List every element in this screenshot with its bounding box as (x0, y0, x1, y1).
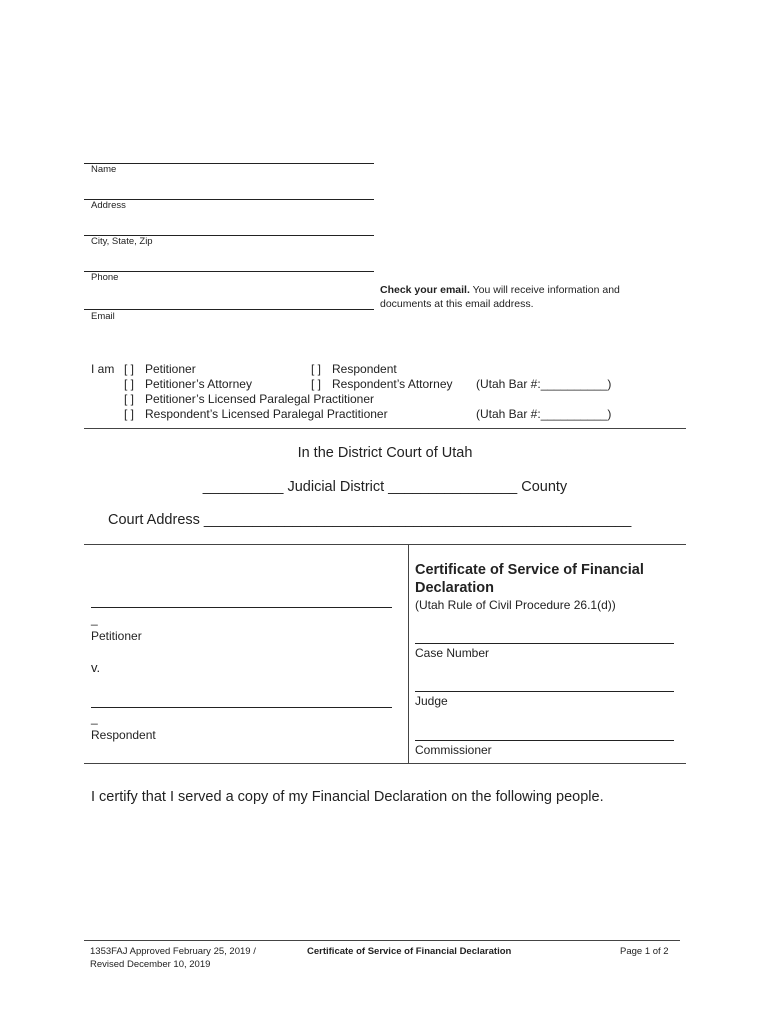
footer-rule (84, 940, 680, 941)
case-number-label: Case Number (415, 646, 490, 660)
checkbox-respondent[interactable]: [ ] (311, 362, 322, 376)
court-address-line[interactable]: Court Address _____________________________________________________ (108, 512, 632, 528)
court-title: In the District Court of Utah (297, 445, 473, 461)
option-respondent-attorney: Respondent’s Attorney (332, 377, 453, 391)
footer-page-number: Page 1 of 2 (620, 946, 669, 957)
email-line[interactable] (84, 309, 374, 310)
name-line[interactable] (84, 163, 374, 164)
checkbox-respondent-lpp[interactable]: [ ] (124, 407, 135, 421)
option-petitioner-attorney: Petitioner’s Attorney (145, 377, 252, 391)
judicial-district-line[interactable]: __________ Judicial District ________________ County (202, 479, 568, 495)
rule-citation: (Utah Rule of Civil Procedure 26.1(d)) (415, 598, 616, 612)
commissioner-label: Commissioner (415, 743, 492, 757)
email-notice (380, 283, 665, 311)
caption-divider (408, 545, 409, 764)
option-respondent: Respondent (332, 362, 397, 376)
caption-top-border (84, 544, 686, 545)
petitioner-stub: _ (91, 612, 98, 626)
footer-title: Certificate of Service of Financial Declaration (307, 946, 512, 957)
option-petitioner-lpp: Petitioner’s Licensed Paralegal Practitioner (145, 392, 375, 406)
footer-approved: 1353FAJ Approved February 25, 2019 / Revised December 10, 2019 (90, 946, 256, 970)
email-notice-text: You will receive information and documents at this email address. (380, 284, 620, 310)
case-number-line[interactable] (415, 643, 674, 644)
versus-label: v. (91, 660, 101, 675)
option-petitioner: Petitioner (145, 362, 196, 376)
email-label: Email (91, 311, 115, 322)
utah-bar-field-1[interactable]: (Utah Bar #:__________) (476, 377, 612, 391)
email-notice-bold: Check your email. (380, 284, 470, 296)
utah-bar-field-2[interactable]: (Utah Bar #:__________) (476, 407, 612, 421)
judge-label: Judge (415, 694, 448, 708)
option-respondent-lpp: Respondent’s Licensed Paralegal Practitioner (145, 407, 388, 421)
checkbox-petitioner-lpp[interactable]: [ ] (124, 392, 135, 406)
iam-label: I am (91, 362, 115, 376)
certification-statement: I certify that I served a copy of my Financial Declaration on the following people. (91, 789, 604, 805)
divider-top (84, 428, 686, 429)
petitioner-label: Petitioner (91, 629, 142, 643)
checkbox-petitioner[interactable]: [ ] (124, 362, 135, 376)
phone-line[interactable] (84, 271, 374, 272)
judge-line[interactable] (415, 691, 674, 692)
address-label: Address (91, 200, 126, 211)
respondent-label: Respondent (91, 728, 156, 742)
commissioner-line[interactable] (415, 740, 674, 741)
checkbox-respondent-attorney[interactable]: [ ] (311, 377, 322, 391)
city-state-zip-label: City, State, Zip (91, 236, 153, 247)
checkbox-petitioner-attorney[interactable]: [ ] (124, 377, 135, 391)
petitioner-name-line[interactable] (91, 607, 392, 608)
phone-label: Phone (91, 272, 119, 283)
caption-bottom-border (84, 763, 686, 764)
respondent-name-line[interactable] (91, 707, 392, 708)
address-line[interactable] (84, 199, 374, 200)
respondent-stub: _ (91, 711, 98, 725)
document-title: Certificate of Service of Financial Declaration (415, 562, 644, 596)
name-label: Name (91, 164, 117, 175)
